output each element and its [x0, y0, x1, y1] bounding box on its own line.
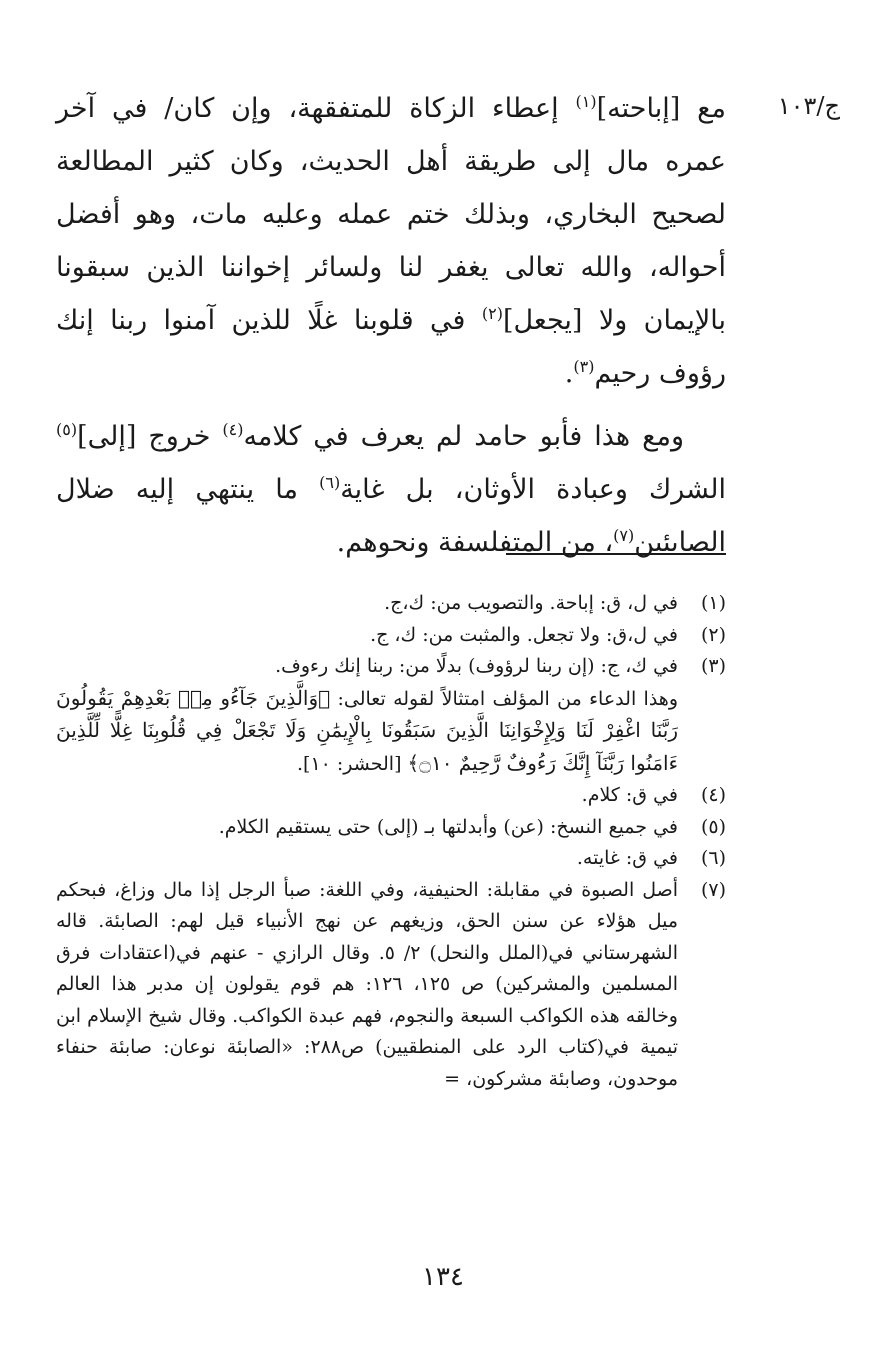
text-run: الشرك وعبادة الأوثان، بل غاية: [340, 474, 726, 505]
footnote-text: في ل، ق: إباحة. والتصويب من: ك،ج.: [384, 592, 678, 614]
footnote-ref-2[interactable]: (٢): [481, 304, 503, 323]
footnote-text: في ل،ق: ولا تجعل. والمثبت من: ك، ج.: [370, 623, 678, 646]
footnote-3: [56, 651, 726, 780]
footnote-ref-7[interactable]: (٧): [613, 526, 635, 545]
footnote-text: في ق: غايته.: [576, 847, 678, 869]
footnote-number: (٤): [700, 784, 726, 806]
footnote-text: [56, 651, 678, 780]
footnote-number: (٦): [700, 847, 726, 869]
text-run: في قلوبنا غلًا للذين آمنوا ربنا إنك رؤوف رحيم: [56, 305, 726, 389]
footnote-1: [56, 588, 726, 620]
footnotes: [56, 588, 726, 1095]
footnote-5: [56, 812, 726, 844]
main-text: [56, 82, 726, 569]
text-run: إعطاء الزكاة للمتفقهة، وإن كان/ في آخر عمره مال إلى طريقة أهل الحديث، وكان كثير المطالعة لصحيح البخاري، وبذلك ختم عمله وعليه مات، وهو أفضل أحواله، والله تعالى يغفر لنا ولسائر إخواننا الذين سبقونا بالإيمان ولا [يجعل]: [56, 93, 726, 336]
footnote-number: (٣): [700, 655, 726, 677]
page-number: ١٣٤: [422, 1262, 464, 1292]
text-run: ما ينتهي إليه ضلال الصابئين: [56, 474, 726, 558]
footnote-separator: [506, 553, 726, 555]
footnote-number: (٥): [700, 815, 726, 838]
text-run: ، من المتفلسفة ونحوهم.: [336, 527, 614, 558]
footnote-ref-3[interactable]: (٣): [573, 357, 595, 376]
paragraph-1: [56, 82, 726, 400]
footnote-ref-6[interactable]: (٦): [319, 473, 341, 492]
footnote-number: (١): [700, 592, 726, 614]
footnote-variant: في ك، ج: (إن ربنا لرؤوف) بدلًا من: ربنا إنك رءوف.: [275, 655, 678, 677]
footnote-ref-5[interactable]: (٥): [56, 420, 78, 439]
footnote-number: (٢): [700, 623, 726, 646]
paragraph-2: [56, 410, 726, 569]
manuscript-folio-note: ج/١٠٣: [777, 92, 840, 120]
footnote-text: في جميع النسخ: (عن) وأبدلتها بـ (إلى) حتى يستقيم الكلام.: [218, 815, 678, 838]
text-run: خروج [إلى]: [77, 421, 223, 452]
footnote-comment: وهذا الدعاء من المؤلف امتثالاً لقوله تعالى:: [337, 687, 678, 710]
footnote-4: [56, 780, 726, 812]
footnote-number: (٧): [700, 878, 726, 901]
footnote-ref-4[interactable]: (٤): [222, 420, 244, 439]
text-run: مع [إباحته]: [596, 93, 726, 124]
quran-verse: ﴿وَالَّذِينَ جَآءُو مِنۢ بَعْدِهِمْ يَقُولُونَ رَبَّنَا اغْفِرْ لَنَا وَلِإِخْوَانِنَا الَّذِينَ سَبَقُونَا بِالْإِيمَٰنِ وَلَا تَجْعَلْ فِي قُلُوبِنَا غِلًّا لِّلَّذِينَ ءَامَنُوا رَبَّنَآ إِنَّكَ رَءُوفٌ رَّحِيمٌ ۝١٠﴾: [56, 685, 678, 775]
text-run: ومع هذا فأبو حامد لم يعرف في كلامه: [243, 421, 684, 452]
footnote-2: [56, 620, 726, 652]
quran-reference: [الحشر: ١٠].: [296, 752, 402, 775]
footnote-text: أصل الصبوة في مقابلة: الحنيفية، وفي اللغة: صبأ الرجل إذا مال وزاغ، فبحكم ميل هؤلاء عن سنن الحق، وزيغهم عن نهج الأنبياء قيل لهم: الصابئة. قاله الشهرستاني في(الملل والنحل) ٢/ ٥. وقال الرازي - عنهم في(اعتقادات فرق المسلمين والمشركين) ص ١٢٥، ١٢٦: هم قوم يقولون إن مدبر هذا العالم وخالقه هذه الكواكب السبعة والنجوم، فهم عبدة الكواكب. وقال شيخ الإسلام ابن تيمية في(كتاب الرد على المنطقيين) ص٢٨٨: «الصابئة نوعان: صابئة حنفاء موحدون، وصابئة مشركون، =: [56, 878, 678, 1090]
footnote-text: في ق: كلام.: [581, 784, 678, 806]
footnote-7: [56, 875, 726, 1096]
footnote-ref-1[interactable]: (١): [575, 92, 597, 111]
footnote-6: [56, 843, 726, 875]
text-run: .: [564, 358, 574, 389]
